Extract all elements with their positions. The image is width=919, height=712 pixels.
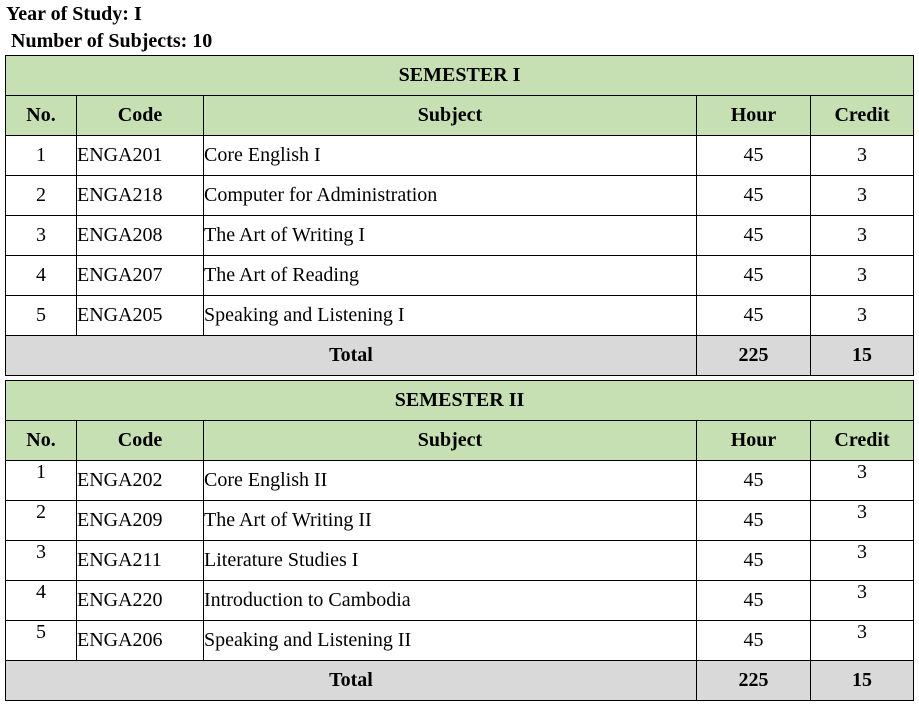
- row-hour: 45: [697, 581, 811, 621]
- column-header-row: [6, 96, 914, 136]
- total-hour: 225: [697, 336, 811, 376]
- row-no: 5: [6, 621, 77, 661]
- total-hour: 225: [697, 661, 811, 701]
- row-subject: Speaking and Listening I: [204, 296, 697, 336]
- table-row: [6, 216, 914, 256]
- col-credit-header: Credit: [811, 421, 914, 461]
- table-row: [6, 136, 914, 176]
- total-credit: 15: [811, 661, 914, 701]
- semester-2-table: [5, 380, 914, 701]
- table-row: [6, 581, 914, 621]
- col-hour-header: Hour: [697, 96, 811, 136]
- row-subject: Core English I: [204, 136, 697, 176]
- col-credit-header: Credit: [811, 96, 914, 136]
- row-credit: 3: [811, 581, 914, 621]
- row-code: ENGA218: [77, 176, 204, 216]
- col-hour-header: Hour: [697, 421, 811, 461]
- row-no: 1: [6, 461, 77, 501]
- table-row: [6, 256, 914, 296]
- col-subject-header: Subject: [204, 421, 697, 461]
- semester-1-table: [5, 55, 914, 376]
- row-hour: 45: [697, 216, 811, 256]
- row-credit: 3: [811, 216, 914, 256]
- row-credit: 3: [811, 256, 914, 296]
- number-of-subjects: Number of Subjects: 10: [11, 30, 213, 52]
- col-subject-header: Subject: [204, 96, 697, 136]
- row-hour: 45: [697, 256, 811, 296]
- row-hour: 45: [697, 136, 811, 176]
- row-subject: Core English II: [204, 461, 697, 501]
- total-row: [6, 661, 914, 701]
- row-credit: 3: [811, 296, 914, 336]
- row-code: ENGA206: [77, 621, 204, 661]
- row-subject: The Art of Writing I: [204, 216, 697, 256]
- row-no: 2: [6, 501, 77, 541]
- row-code: ENGA201: [77, 136, 204, 176]
- row-code: ENGA205: [77, 296, 204, 336]
- row-subject: The Art of Reading: [204, 256, 697, 296]
- col-no-header: No.: [6, 96, 77, 136]
- total-row: [6, 336, 914, 376]
- semester-title: SEMESTER II: [6, 381, 914, 421]
- row-subject: Literature Studies I: [204, 541, 697, 581]
- row-no: 4: [6, 256, 77, 296]
- row-no: 4: [6, 581, 77, 621]
- row-no: 5: [6, 296, 77, 336]
- row-credit: 3: [811, 136, 914, 176]
- table-row: [6, 541, 914, 581]
- row-subject: The Art of Writing II: [204, 501, 697, 541]
- row-code: ENGA211: [77, 541, 204, 581]
- col-no-header: No.: [6, 421, 77, 461]
- total-credit: 15: [811, 336, 914, 376]
- table-row: [6, 461, 914, 501]
- row-hour: 45: [697, 501, 811, 541]
- row-code: ENGA202: [77, 461, 204, 501]
- total-label: Total: [6, 661, 697, 701]
- row-credit: 3: [811, 621, 914, 661]
- row-credit: 3: [811, 176, 914, 216]
- row-code: ENGA208: [77, 216, 204, 256]
- row-no: 1: [6, 136, 77, 176]
- row-hour: 45: [697, 296, 811, 336]
- row-code: ENGA207: [77, 256, 204, 296]
- row-credit: 3: [811, 501, 914, 541]
- row-credit: 3: [811, 461, 914, 501]
- row-subject: Introduction to Cambodia: [204, 581, 697, 621]
- row-hour: 45: [697, 461, 811, 501]
- row-credit: 3: [811, 541, 914, 581]
- row-hour: 45: [697, 621, 811, 661]
- row-no: 2: [6, 176, 77, 216]
- table-row: [6, 296, 914, 336]
- col-code-header: Code: [77, 421, 204, 461]
- total-label: Total: [6, 336, 697, 376]
- row-no: 3: [6, 541, 77, 581]
- column-header-row: [6, 421, 914, 461]
- row-subject: Computer for Administration: [204, 176, 697, 216]
- row-code: ENGA209: [77, 501, 204, 541]
- col-code-header: Code: [77, 96, 204, 136]
- table-row: [6, 501, 914, 541]
- row-hour: 45: [697, 176, 811, 216]
- row-no: 3: [6, 216, 77, 256]
- table-row: [6, 176, 914, 216]
- semester-title: SEMESTER I: [6, 56, 914, 96]
- row-code: ENGA220: [77, 581, 204, 621]
- row-hour: 45: [697, 541, 811, 581]
- row-subject: Speaking and Listening II: [204, 621, 697, 661]
- year-of-study: Year of Study: I: [6, 3, 142, 25]
- table-row: [6, 621, 914, 661]
